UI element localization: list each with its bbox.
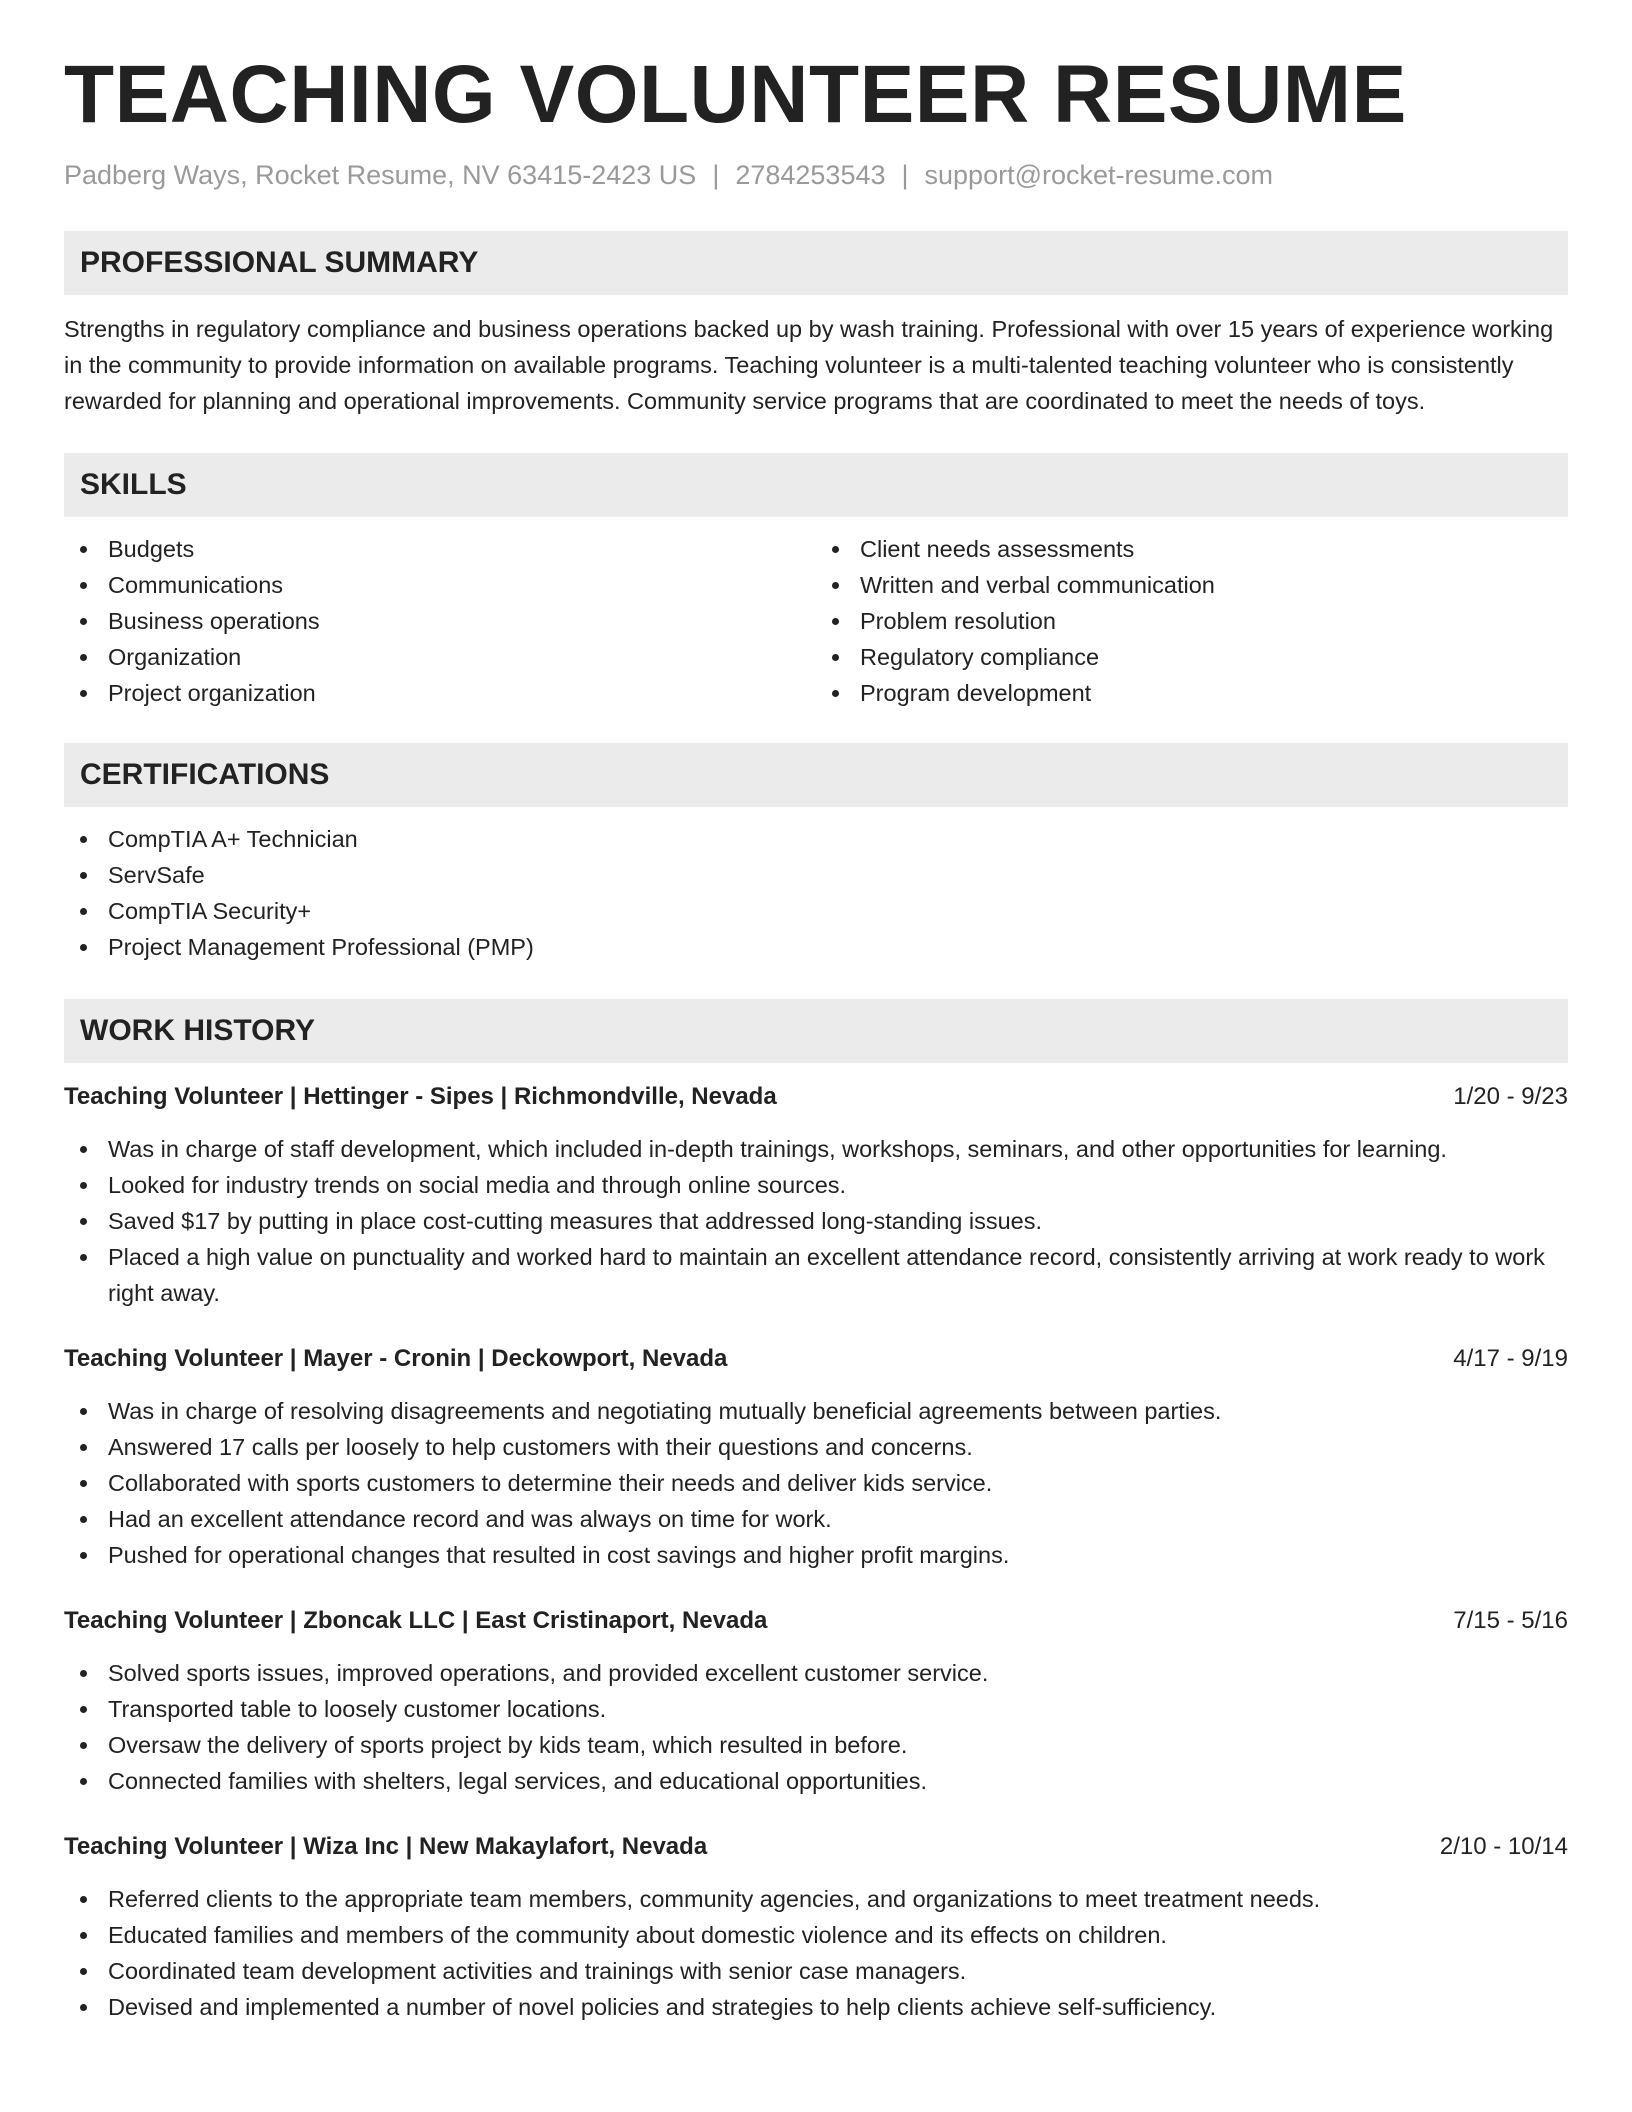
job-entry xyxy=(64,1829,1568,2025)
job-bullet: Educated families and members of the community about domestic violence and its effects on children. xyxy=(64,1917,1568,1953)
job-bullet: Collaborated with sports customers to determine their needs and deliver kids service. xyxy=(64,1465,1568,1501)
contact-email: support@rocket-resume.com xyxy=(924,160,1274,191)
contact-separator: | xyxy=(712,160,720,191)
job-dates: 7/15 - 5/16 xyxy=(1453,1607,1568,1635)
skill-item: Communications xyxy=(64,567,816,603)
job-bullet: Referred clients to the appropriate team members, community agencies, and organizations to meet treatment needs. xyxy=(64,1881,1568,1917)
job-bullet: Answered 17 calls per loosely to help customers with their questions and concerns. xyxy=(64,1429,1568,1465)
certifications-list xyxy=(64,821,1568,965)
job-title: Teaching Volunteer | Hettinger - Sipes | Richmondville, Nevada xyxy=(64,1083,777,1111)
job-bullets xyxy=(64,1131,1568,1311)
job-bullet: Was in charge of resolving disagreements and negotiating mutually beneficial agreements between parties. xyxy=(64,1393,1568,1429)
job-bullet: Looked for industry trends on social media and through online sources. xyxy=(64,1167,1568,1203)
skills-heading: SKILLS xyxy=(64,453,1568,517)
job-dates: 4/17 - 9/19 xyxy=(1453,1345,1568,1373)
skills-column-left xyxy=(64,531,816,711)
job-header xyxy=(64,1603,1568,1639)
contact-separator: | xyxy=(901,160,909,191)
certification-item: CompTIA Security+ xyxy=(64,893,1568,929)
job-entry xyxy=(64,1341,1568,1573)
certifications-heading: CERTIFICATIONS xyxy=(64,743,1568,807)
job-header xyxy=(64,1341,1568,1377)
skill-item: Regulatory compliance xyxy=(816,639,1568,675)
certification-item: Project Management Professional (PMP) xyxy=(64,929,1568,965)
job-bullet: Solved sports issues, improved operations, and provided excellent customer service. xyxy=(64,1655,1568,1691)
job-bullet: Oversaw the delivery of sports project by kids team, which resulted in before. xyxy=(64,1727,1568,1763)
contact-line xyxy=(64,158,1568,193)
job-bullet: Pushed for operational changes that resulted in cost savings and higher profit margins. xyxy=(64,1537,1568,1573)
skill-item: Budgets xyxy=(64,531,816,567)
summary-text: Strengths in regulatory compliance and business operations backed up by wash training. Professional with over 15 years of experience working in the community to provide information on available programs. Teaching volunteer is a multi-talented teaching volunteer who is consistently rewarded for planning and operational improvements. Community service programs that are coordinated to meet the needs of toys. xyxy=(64,316,1554,415)
skill-item: Written and verbal communication xyxy=(816,567,1568,603)
job-bullet: Coordinated team development activities and trainings with senior case managers. xyxy=(64,1953,1568,1989)
skills-column-right xyxy=(816,531,1568,711)
job-bullet: Devised and implemented a number of novel policies and strategies to help clients achieve self-sufficiency. xyxy=(64,1989,1568,2025)
skill-item: Project organization xyxy=(64,675,816,711)
job-bullet: Was in charge of staff development, which included in-depth trainings, workshops, seminars, and other opportunities for learning. xyxy=(64,1131,1568,1167)
job-bullets xyxy=(64,1393,1568,1573)
job-title: Teaching Volunteer | Mayer - Cronin | Deckowport, Nevada xyxy=(64,1345,728,1373)
job-bullets xyxy=(64,1881,1568,2025)
certification-item: ServSafe xyxy=(64,857,1568,893)
job-dates: 1/20 - 9/23 xyxy=(1453,1083,1568,1111)
skill-item: Organization xyxy=(64,639,816,675)
job-title: Teaching Volunteer | Zboncak LLC | East Cristinaport, Nevada xyxy=(64,1607,768,1635)
job-bullet: Transported table to loosely customer locations. xyxy=(64,1691,1568,1727)
skill-item: Client needs assessments xyxy=(816,531,1568,567)
contact-phone: 2784253543 xyxy=(735,160,886,191)
job-bullet: Had an excellent attendance record and was always on time for work. xyxy=(64,1501,1568,1537)
work-history-heading: WORK HISTORY xyxy=(64,999,1568,1063)
job-bullet: Saved $17 by putting in place cost-cutting measures that addressed long-standing issues. xyxy=(64,1203,1568,1239)
skill-item: Business operations xyxy=(64,603,816,639)
job-entry xyxy=(64,1079,1568,1311)
job-header xyxy=(64,1829,1568,1865)
skill-item: Program development xyxy=(816,675,1568,711)
job-dates: 2/10 - 10/14 xyxy=(1439,1833,1568,1861)
summary-heading: PROFESSIONAL SUMMARY xyxy=(64,231,1568,295)
skills-list xyxy=(64,531,1568,711)
job-title: Teaching Volunteer | Wiza Inc | New Makaylafort, Nevada xyxy=(64,1833,708,1861)
certification-item: CompTIA A+ Technician xyxy=(64,821,1568,857)
work-history-list xyxy=(64,1079,1568,2025)
resume-title: TEACHING VOLUNTEER RESUME xyxy=(64,49,1407,140)
contact-address: Padberg Ways, Rocket Resume, NV 63415-2423 US xyxy=(64,160,697,191)
job-entry xyxy=(64,1603,1568,1799)
job-bullets xyxy=(64,1655,1568,1799)
skill-item: Problem resolution xyxy=(816,603,1568,639)
job-bullet: Connected families with shelters, legal services, and educational opportunities. xyxy=(64,1763,1568,1799)
job-bullet: Placed a high value on punctuality and worked hard to maintain an excellent attendance record, consistently arriving at work ready to work right away. xyxy=(64,1239,1568,1311)
job-header xyxy=(64,1079,1568,1115)
